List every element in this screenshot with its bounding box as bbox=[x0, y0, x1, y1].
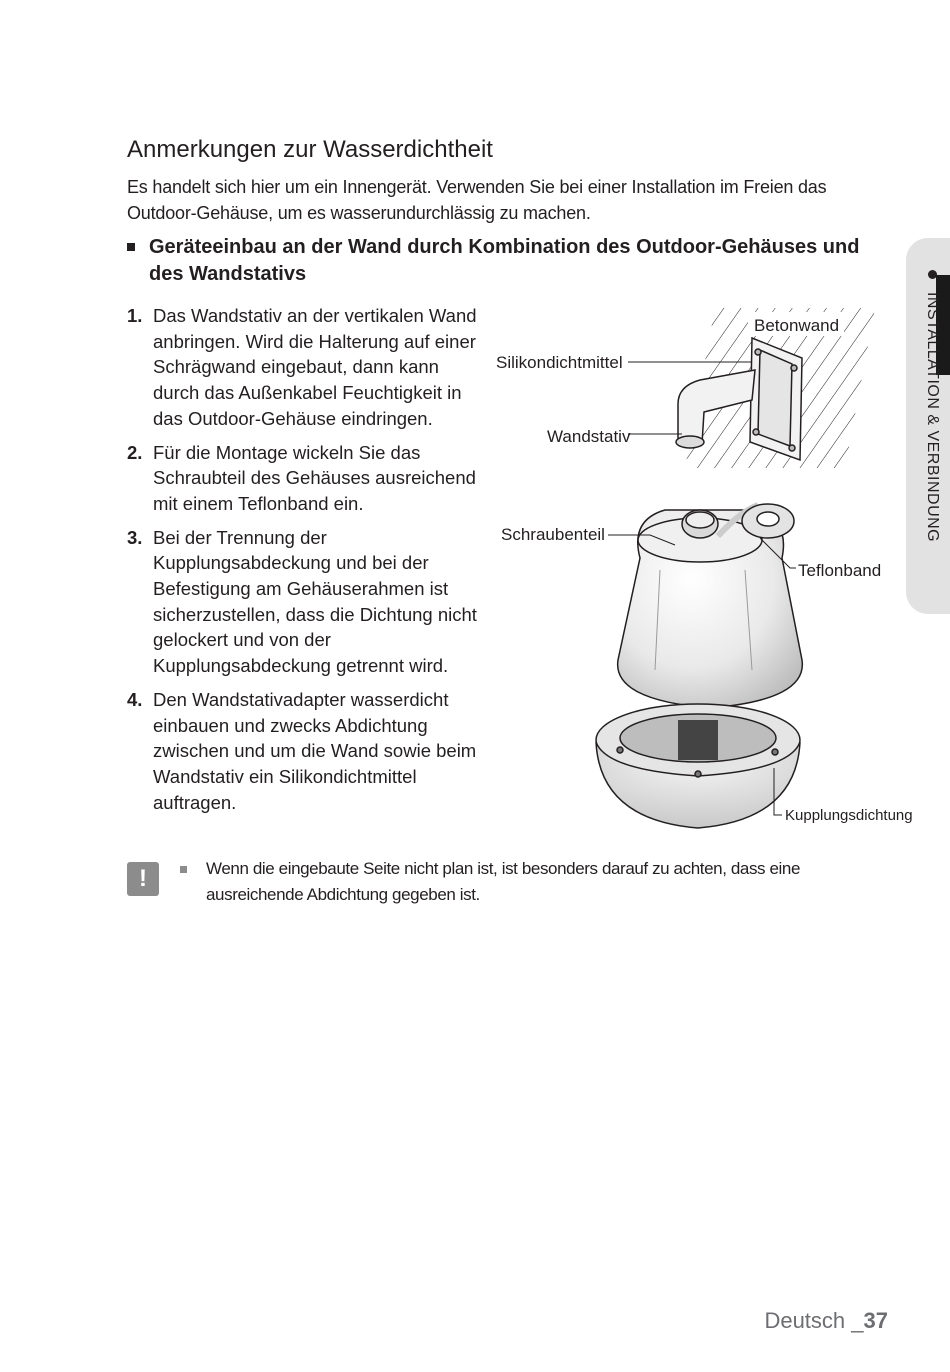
square-bullet-icon bbox=[180, 866, 187, 873]
intro-paragraph: Es handelt sich hier um ein Innengerät. Verwenden Sie bei einer Installation im Freien das Outdoor-Gehäuse, um es wasserundurchlässig zu machen. bbox=[127, 177, 827, 223]
side-tab-text: INSTALLATION & VERBINDUNG bbox=[924, 291, 941, 543]
step-text: Für die Montage wickeln Sie das Schraubteil des Gehäuses ausreichend mit einem Teflonband ein. bbox=[153, 441, 476, 514]
list-item bbox=[127, 303, 482, 432]
step-number: 2. bbox=[127, 441, 143, 463]
note-text: Wenn die eingebaute Seite nicht plan ist, ist besonders darauf zu achten, dass eine ausreichende Abdichtung gegeben ist. bbox=[206, 859, 801, 904]
footer-language: Deutsch _ bbox=[764, 1308, 864, 1333]
list-item bbox=[127, 525, 482, 679]
step-text: Den Wandstativadapter wasserdicht einbauen und zwecks Abdichtung zwischen und um die Wand sowie beim Wandstativ ein Silikondichtmittel auftragen. bbox=[153, 688, 477, 813]
caution-icon: ! bbox=[127, 862, 159, 896]
label-wandstativ: Wandstativ bbox=[547, 427, 631, 446]
list-item bbox=[127, 687, 482, 816]
step-text: Das Wandstativ an der vertikalen Wand anbringen. Wird die Halterung auf einer Schrägwand eingebaut, dann kann durch das Außenkabel Feuchtigkeit in das Outdoor-Gehäuse eindringen. bbox=[153, 305, 477, 429]
label-silikondichtmittel: Silikondichtmittel bbox=[496, 353, 623, 372]
installation-figure bbox=[490, 300, 913, 840]
subheading-text: Geräteeinbau an der Wand durch Kombination des Outdoor-Gehäuses und des Wandstativs bbox=[149, 236, 860, 285]
side-tab-label bbox=[911, 270, 941, 570]
housing-bowl bbox=[596, 704, 800, 828]
steps-list bbox=[127, 303, 482, 823]
label-kupplungsdichtung: Kupplungsdichtung bbox=[785, 807, 913, 824]
note bbox=[180, 856, 900, 908]
page-number: 37 bbox=[863, 1308, 888, 1333]
section-title: Anmerkungen zur Wasserdichtheit bbox=[127, 136, 493, 163]
step-number: 4. bbox=[127, 688, 143, 710]
page-footer bbox=[764, 1308, 888, 1334]
label-teflonband: Teflonband bbox=[798, 561, 882, 580]
step-text: Bei der Trennung der Kupplungsabdeckung und bei der Befestigung am Gehäuserahmen ist sicherzustellen, dass die Dichtung nicht gelockert und von der Kupplungsabdeckung getrennt wird. bbox=[153, 526, 477, 677]
label-schraubenteil: Schraubenteil bbox=[501, 525, 605, 544]
square-bullet-icon bbox=[127, 243, 135, 251]
bullet-dot-icon bbox=[928, 270, 937, 279]
list-item bbox=[127, 440, 482, 517]
step-number: 1. bbox=[127, 305, 143, 326]
label-betonwand: Betonwand bbox=[754, 316, 840, 335]
subheading bbox=[127, 234, 897, 288]
outdoor-housing bbox=[618, 510, 803, 708]
step-number: 3. bbox=[127, 526, 143, 548]
